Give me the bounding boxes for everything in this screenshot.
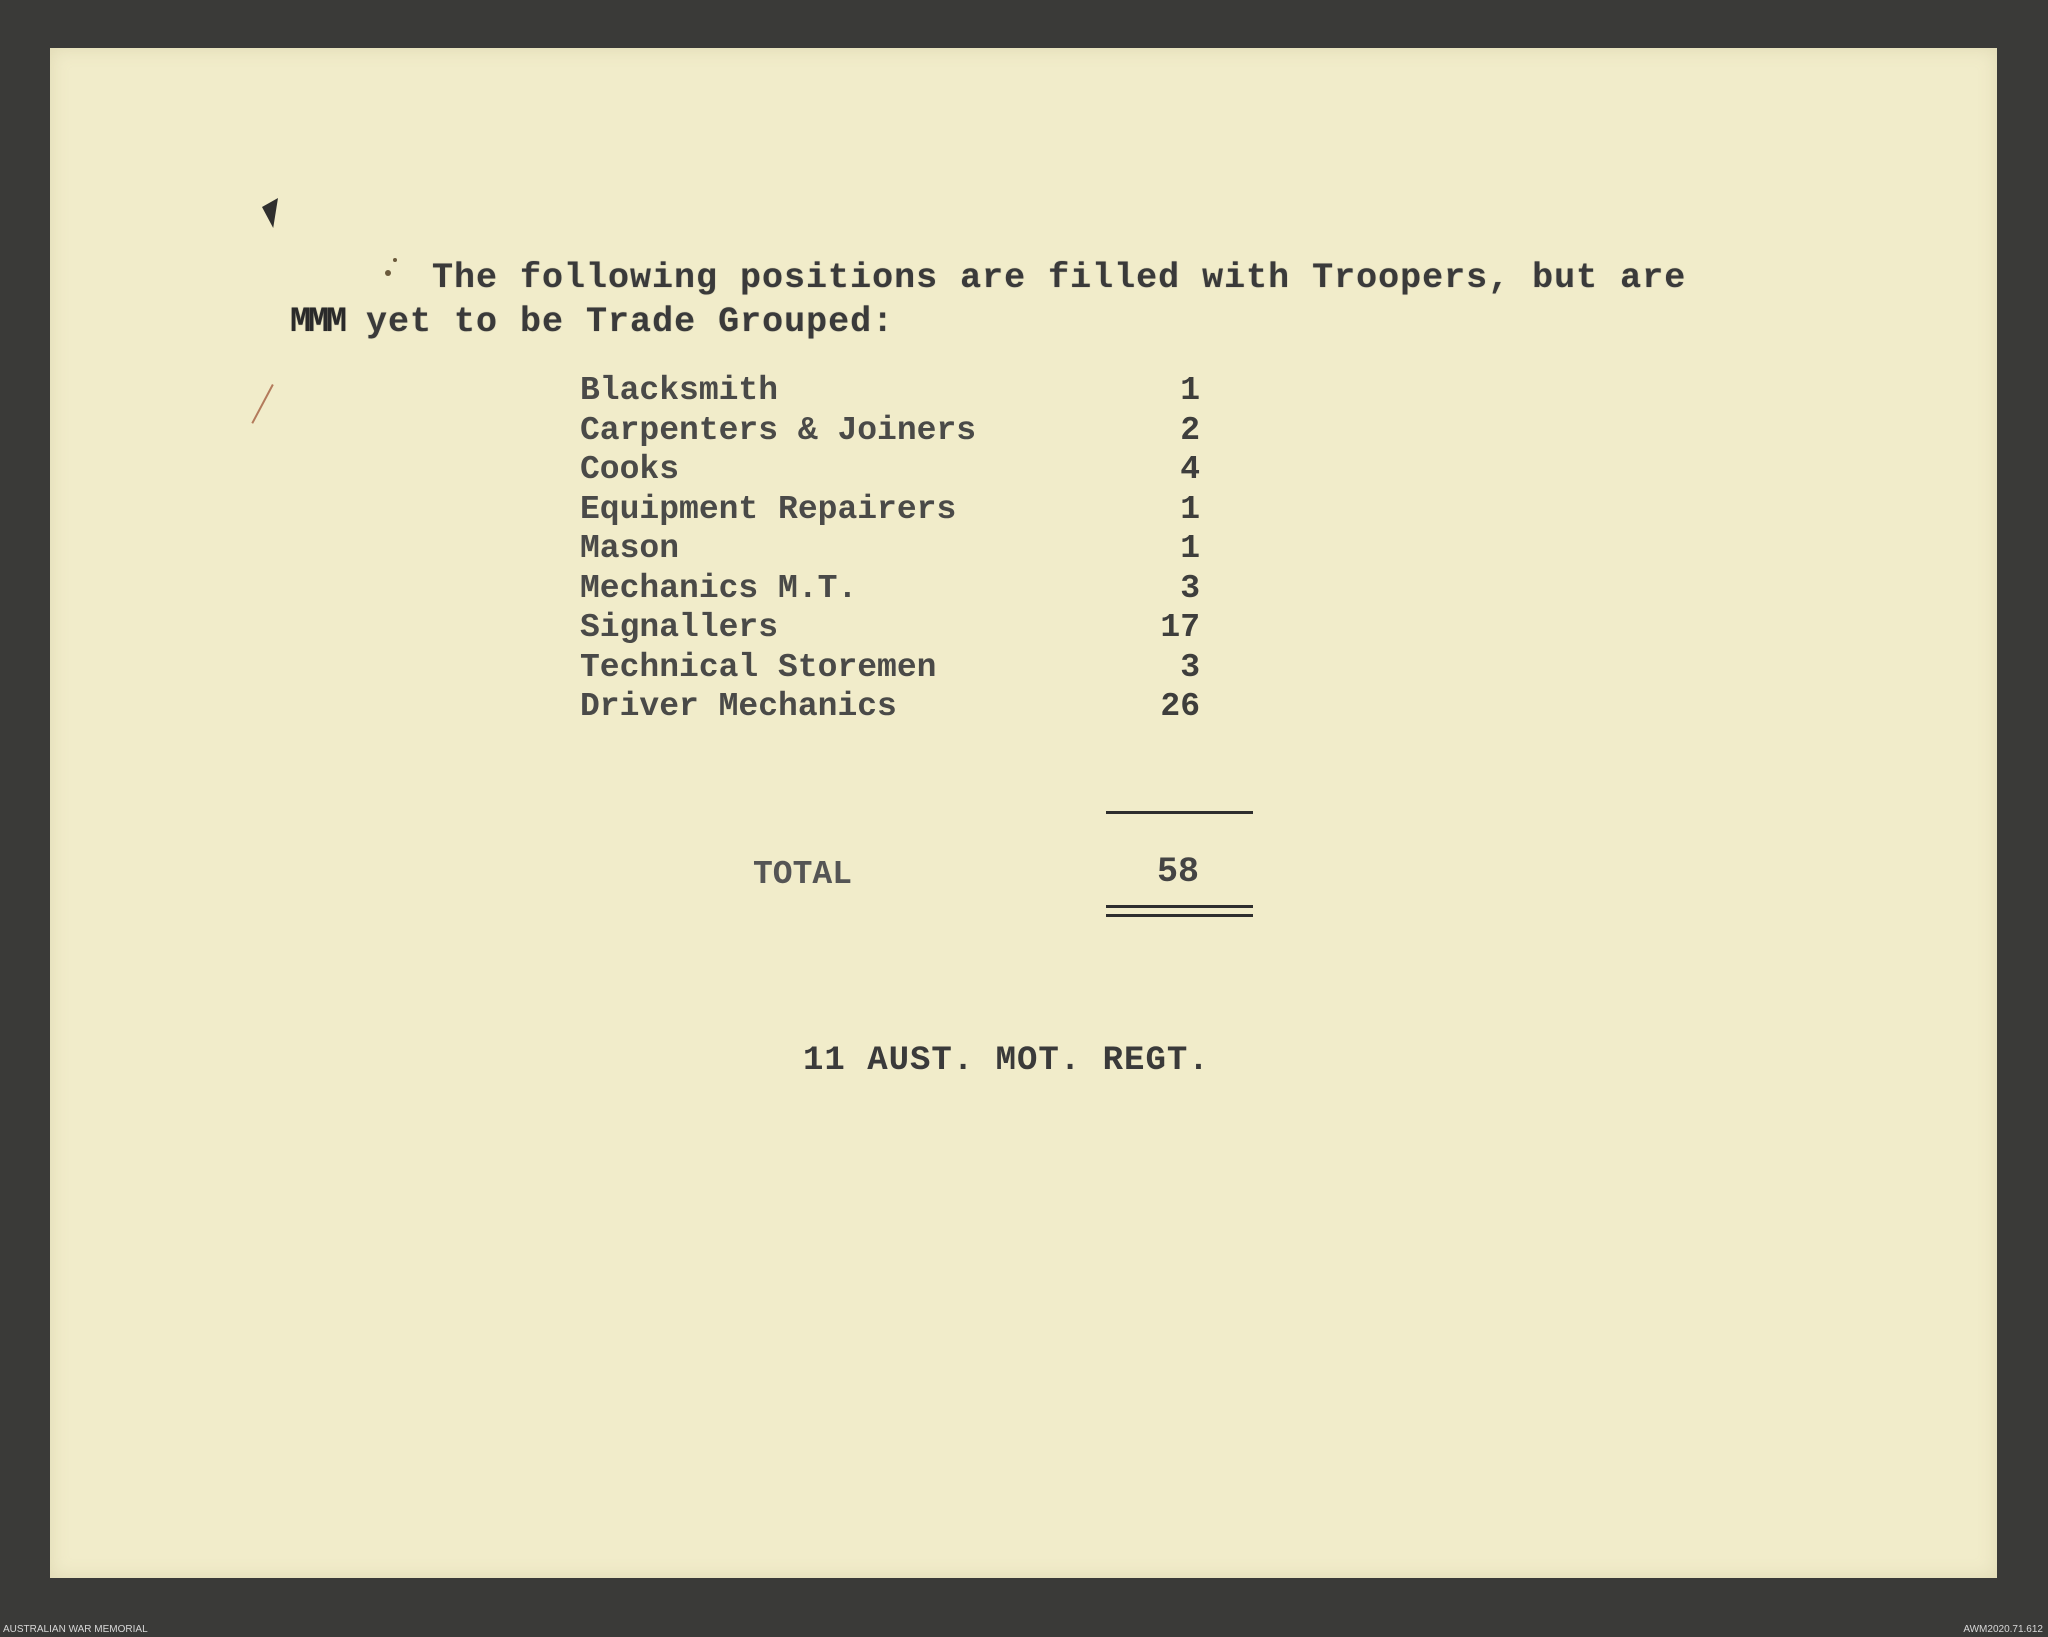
trade-name: Technical Storemen xyxy=(580,648,937,686)
paper-speck xyxy=(385,270,391,276)
total-label: TOTAL xyxy=(753,856,853,893)
trade-row xyxy=(580,609,1220,649)
trade-name: Mechanics M.T. xyxy=(580,569,858,607)
trade-row xyxy=(580,451,1220,491)
trade-count: 4 xyxy=(1180,451,1200,488)
intro-line-1: The following positions are filled with Troopers, but are xyxy=(432,258,1687,298)
trade-row xyxy=(580,570,1220,610)
trade-row xyxy=(580,649,1220,689)
footer-credit: AUSTRALIAN WAR MEMORIAL xyxy=(3,1624,148,1635)
total-double-rule xyxy=(1106,905,1253,908)
trade-row xyxy=(580,491,1220,531)
trades-table xyxy=(580,372,1220,728)
trade-count: 1 xyxy=(1180,530,1200,567)
unit-signoff: 11 AUST. MOT. REGT. xyxy=(803,1042,1210,1080)
footer-accession-number: AWM2020.71.612 xyxy=(1963,1624,2043,1635)
trade-name: Signallers xyxy=(580,609,779,646)
paper-speck xyxy=(393,258,397,262)
trade-row xyxy=(580,412,1220,452)
trade-count: 1 xyxy=(1180,490,1200,528)
trade-name: Driver Mechanics xyxy=(580,688,897,725)
total-double-rule xyxy=(1106,914,1253,917)
trade-count: 17 xyxy=(1160,609,1200,646)
intro-line-2 xyxy=(290,302,894,342)
trade-name: Carpenters & Joiners xyxy=(580,411,977,449)
trade-row xyxy=(580,372,1220,412)
subtotal-rule xyxy=(1106,811,1253,814)
trade-row xyxy=(580,530,1220,570)
total-value: 58 xyxy=(1157,852,1200,892)
paper-stain xyxy=(251,384,273,424)
trade-count: 3 xyxy=(1180,648,1200,686)
trade-name: Cooks xyxy=(580,451,680,488)
trade-count: 3 xyxy=(1180,569,1200,607)
struck-out-text: MMM xyxy=(290,302,345,342)
trade-count: 2 xyxy=(1180,411,1200,449)
intro-line-2-text: yet to be Trade Grouped: xyxy=(344,302,895,342)
trade-row xyxy=(580,688,1220,728)
trade-count: 1 xyxy=(1180,372,1200,409)
trade-name: Mason xyxy=(580,530,680,567)
trade-count: 26 xyxy=(1160,688,1200,725)
trade-name: Equipment Repairers xyxy=(580,490,957,528)
trade-name: Blacksmith xyxy=(580,372,779,409)
paper-tear xyxy=(262,198,278,228)
